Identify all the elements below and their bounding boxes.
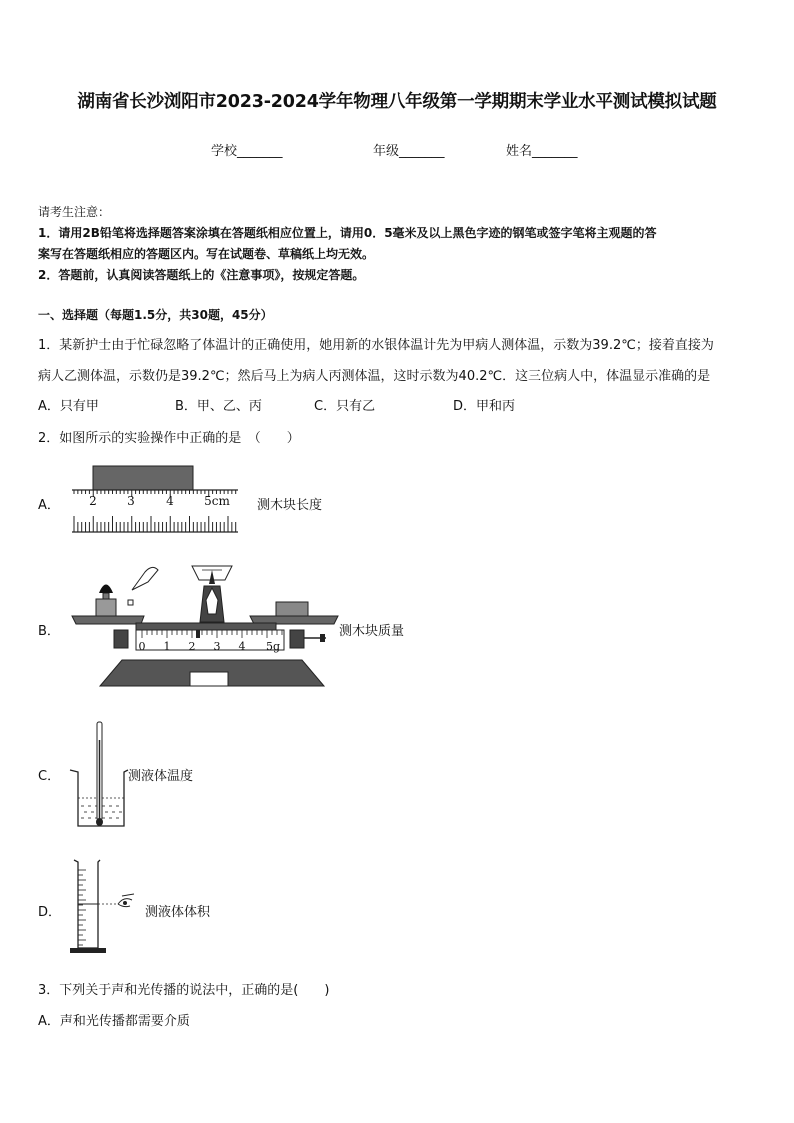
left-pan bbox=[72, 616, 144, 624]
q2-option-a-caption: 测木块长度 bbox=[257, 498, 323, 513]
grade-field bbox=[373, 140, 445, 159]
school-field bbox=[211, 140, 283, 159]
thermometer-bulb bbox=[96, 818, 103, 826]
balance-figure bbox=[70, 560, 340, 690]
name-blank: _______ bbox=[532, 144, 578, 159]
exam-title: 湖南省长沙浏阳市2023-2024学年物理八年级第一学期期末学业水平测试模拟试题 bbox=[77, 92, 717, 112]
ruler-label-4: 4 bbox=[166, 494, 174, 508]
q1-option-d: D．甲和丙 bbox=[453, 399, 516, 414]
q2-option-a-letter: A． bbox=[38, 498, 60, 513]
section-heading: 一、选择题（每题1.5分，共30题，45分） bbox=[38, 308, 273, 322]
name-label: 姓名 bbox=[506, 144, 533, 159]
q3-option-a: A．声和光传播都需要介质 bbox=[38, 1014, 190, 1029]
school-blank: _______ bbox=[237, 144, 283, 159]
q2-option-c-letter: C． bbox=[38, 769, 61, 784]
notice-item-2: 2．答题前，认真阅读答题纸上的《注意事项》，按规定答题。 bbox=[38, 268, 365, 282]
scale-label-4: 4 bbox=[238, 640, 246, 653]
left-nut bbox=[114, 630, 128, 648]
q2-option-b-letter: B． bbox=[38, 624, 60, 639]
rider bbox=[196, 630, 200, 638]
scale-label-5g: 5g bbox=[265, 640, 281, 653]
grade-blank: _______ bbox=[399, 144, 445, 159]
q3-stem: 3．下列关于声和光传播的说法中，正确的是( ) bbox=[38, 983, 330, 998]
ruler-figure bbox=[70, 464, 240, 536]
balance-beam bbox=[136, 623, 276, 630]
q2-option-c-caption: 测液体温度 bbox=[128, 769, 194, 784]
measured-block bbox=[276, 602, 308, 616]
right-nut bbox=[290, 630, 304, 648]
ruler-label-3: 3 bbox=[127, 494, 135, 508]
q2-option-d-letter: D． bbox=[38, 905, 62, 920]
cylinder-base bbox=[70, 948, 106, 953]
scale-label-0: 0 bbox=[138, 640, 146, 653]
q2-option-d-caption: 测液体体积 bbox=[145, 905, 211, 920]
notice-item-1-cont: 案写在答题纸相应的答题区内。写在试题卷、草稿纸上均无效。 bbox=[38, 247, 375, 261]
grade-label: 年级 bbox=[373, 144, 400, 159]
q2-option-b-caption: 测木块质量 bbox=[339, 624, 405, 639]
graduated-cylinder-figure bbox=[62, 858, 152, 958]
notice-item-1: 1．请用2B铅笔将选择题答案涂填在答题纸相应位置上，请用0．5毫米及以上黑色字迹的钢笔或签字笔将主观题的答 bbox=[38, 226, 657, 240]
q1-option-b: B．甲、乙、丙 bbox=[175, 399, 262, 414]
weight-knob bbox=[99, 585, 113, 594]
thermometer-beaker-figure bbox=[66, 720, 130, 830]
eye-icon bbox=[118, 894, 134, 907]
scale-label-1: 1 bbox=[163, 640, 171, 653]
scale-label-2: 2 bbox=[188, 640, 196, 653]
ruler-label-5cm: 5cm bbox=[204, 494, 230, 508]
ruler-label-2: 2 bbox=[89, 494, 97, 508]
q1-option-a: A．只有甲 bbox=[38, 399, 99, 414]
q1-option-c: C．只有乙 bbox=[314, 399, 376, 414]
name-field bbox=[506, 140, 578, 159]
scale-label-3: 3 bbox=[213, 640, 221, 653]
wood-block bbox=[93, 466, 193, 490]
q2-stem: 2．如图所示的实验操作中正确的是 （ ） bbox=[38, 431, 300, 446]
q1-line-1: 1．某新护士由于忙碌忽略了体温计的正确使用，她用新的水银体温计先为甲病人测体温，示数为39.2℃；接着直接为 bbox=[38, 338, 714, 353]
school-label: 学校 bbox=[211, 144, 238, 159]
notice-heading: 请考生注意： bbox=[38, 205, 111, 219]
q1-line-2: 病人乙测体温，示数仍是39.2℃；然后马上为病人丙测体温，这时示数为40.2℃．这三位病人中，体温显示准确的是 bbox=[38, 369, 711, 384]
tweezers-hand bbox=[132, 567, 158, 590]
weight-block bbox=[96, 599, 116, 616]
